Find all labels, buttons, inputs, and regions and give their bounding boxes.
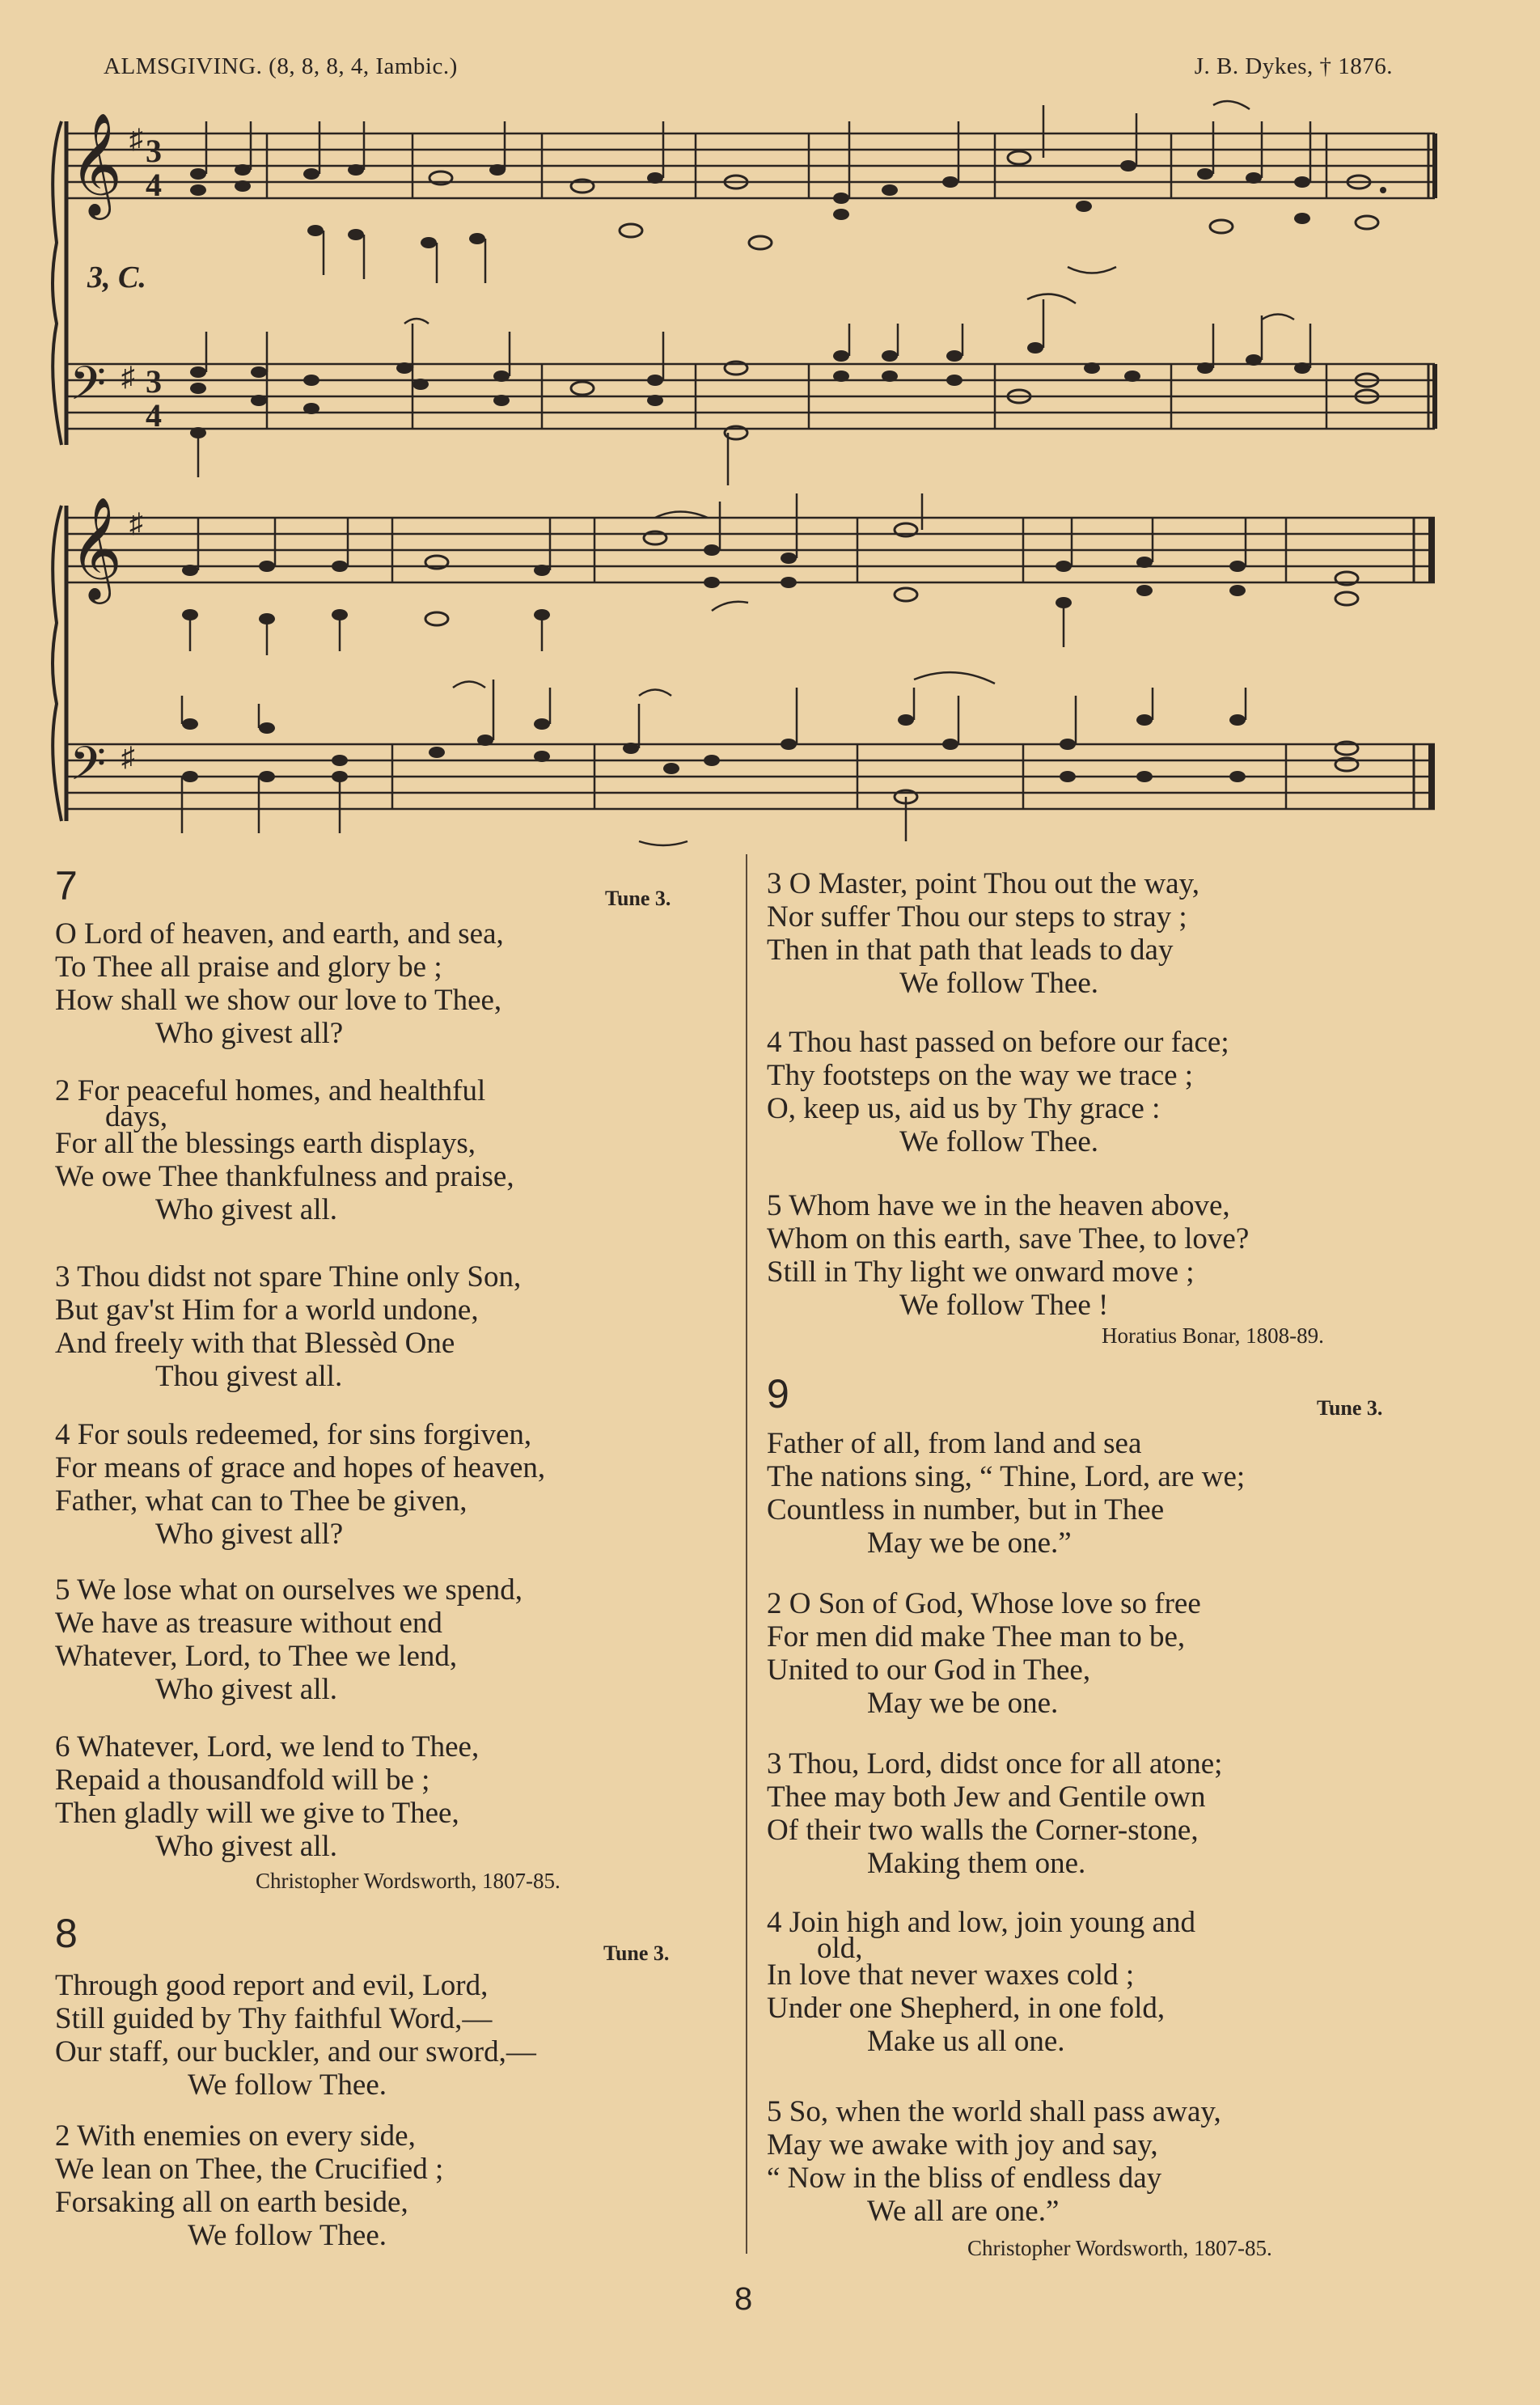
hymn-7-author: Christopher Wordsworth, 1807-85.	[256, 1869, 561, 1893]
brace-1	[53, 121, 61, 445]
hymn-8-stanza-1: Through good report and evil, Lord, Still guided by Thy faithful Word,— Our staff, our buckler, and our sword,— We follow Thee.	[55, 1969, 536, 2102]
time-sig-top-2: 3	[146, 363, 162, 400]
sharp-3: ♯	[129, 509, 143, 539]
hymn-7-stanza-5: 5 We lose what on ourselves we spend, We have as treasure without end Whatever, Lord, to Thee we lend, Who givest all.	[55, 1573, 522, 1706]
hymn-9-stanza-2: 2 O Son of God, Whose love so free For men did make Thee man to be, United to our God in Thee, May we be one.	[767, 1587, 1201, 1720]
treble-staff-2	[68, 518, 1435, 582]
system-2	[53, 493, 1435, 845]
treble-lower-notes-2	[182, 577, 1358, 625]
tune-ref-8: Tune 3.	[603, 1941, 670, 1965]
slurs-2	[453, 512, 995, 846]
treble-clef-1: 𝄞	[70, 112, 123, 215]
sharp-1: ♯	[129, 125, 143, 155]
hymn-7-stanza-6: 6 Whatever, Lord, we lend to Thee, Repaid a thousandfold will be ; Then gladly will we give to Thee, Who givest all.	[55, 1730, 480, 1863]
treble-notes-1	[190, 151, 1386, 204]
treble-staff-1	[68, 133, 1435, 198]
time-sig-bot-2: 4	[146, 397, 162, 434]
hymn-9-stanza-5: 5 So, when the world shall pass away, May we awake with joy and say, “ Now in the bliss of endless day We all are one.”	[767, 2095, 1221, 2228]
treble-lower-notes-1	[307, 201, 1378, 249]
time-sig-bot-1: 4	[146, 167, 162, 203]
hymn-9-stanza-4: 4 Join high and low, join young and old, In love that never waxes cold ; Under one Shepherd, in one fold, Make us all one.	[767, 1906, 1195, 2058]
hymn-9-author: Christopher Wordsworth, 1807-85.	[967, 2236, 1272, 2260]
hymn-7-stanza-3: 3 Thou didst not spare Thine only Son, But gav'st Him for a world undone, And freely with that Blessèd One Thou givest all.	[55, 1260, 522, 1393]
tune-meter: (8, 8, 8, 4, Iambic.)	[269, 53, 458, 79]
treble-clef-2: 𝄞	[70, 496, 123, 599]
bass-notes-1	[190, 342, 1378, 439]
hymn-8-stanza-4: 4 Thou hast passed on before our face; Thy footsteps on the way we trace ; O, keep us, aid us by Thy grace : We follow Thee.	[767, 1026, 1229, 1158]
system-1	[53, 101, 1435, 485]
bass-clef-1: 𝄢	[70, 356, 107, 422]
tune-name: ALMSGIVING.	[104, 53, 263, 79]
hymn-9-stanza-3: 3 Thou, Lord, didst once for all atone; Thee may both Jew and Gentile own Of their two walls the Corner-stone, Making them one.	[767, 1747, 1223, 1880]
bass-notes-2	[182, 714, 1358, 803]
hymn-8-stanza-5: 5 Whom have we in the heaven above, Whom on this earth, save Thee, to love? Still in Thy light we onward move ; We follow Thee !	[767, 1189, 1250, 1322]
tune-ref-9: Tune 3.	[1317, 1396, 1383, 1420]
page-number: 8	[734, 2281, 753, 2317]
bass-clef-2: 𝄢	[70, 736, 107, 802]
hymn-7-stanza-2: 2 For peaceful homes, and healthful days, For all the blessings earth displays, We owe Thee thankfulness and praise, Who givest all.	[55, 1074, 514, 1226]
bass-staff-1	[68, 364, 1435, 429]
tune-ref-7: Tune 3.	[605, 887, 671, 910]
hymn-8-stanza-3: 3 O Master, point Thou out the way, Nor suffer Thou our steps to stray ; Then in that path that leads to day We follow Thee.	[767, 867, 1199, 1000]
hymn-7-stanza-4: 4 For souls redeemed, for sins forgiven, For means of grace and hopes of heaven, Father, what can to Thee be given, Who givest all?	[55, 1418, 546, 1551]
hymn-8-author: Horatius Bonar, 1808-89.	[1102, 1323, 1324, 1348]
column-divider	[746, 854, 747, 2254]
hymn-number-8: 8	[55, 1911, 78, 1956]
brace-2	[53, 506, 61, 821]
sharp-2: ♯	[121, 362, 135, 392]
hymn-number-7: 7	[55, 863, 78, 908]
music-score	[0, 0, 1540, 857]
hymn-7-stanza-1: O Lord of heaven, and earth, and sea, To Thee all praise and glory be ; How shall we show our love to Thee, Who givest all?	[55, 917, 504, 1050]
hymn-8-stanza-2: 2 With enemies on every side, We lean on Thee, the Crucified ; Forsaking all on earth beside, We follow Thee.	[55, 2119, 444, 2252]
time-sig-top-1: 3	[146, 133, 162, 169]
treble-notes-2	[182, 523, 1358, 585]
composer-credit: J. B. Dykes, † 1876.	[1194, 53, 1393, 79]
score-marking: 3, C.	[87, 260, 146, 294]
sharp-4: ♯	[121, 743, 135, 773]
hymn-number-9: 9	[767, 1371, 789, 1416]
hymn-9-stanza-1: Father of all, from land and sea The nations sing, “ Thine, Lord, are we; Countless in number, but in Thee May we be one.”	[767, 1427, 1246, 1560]
